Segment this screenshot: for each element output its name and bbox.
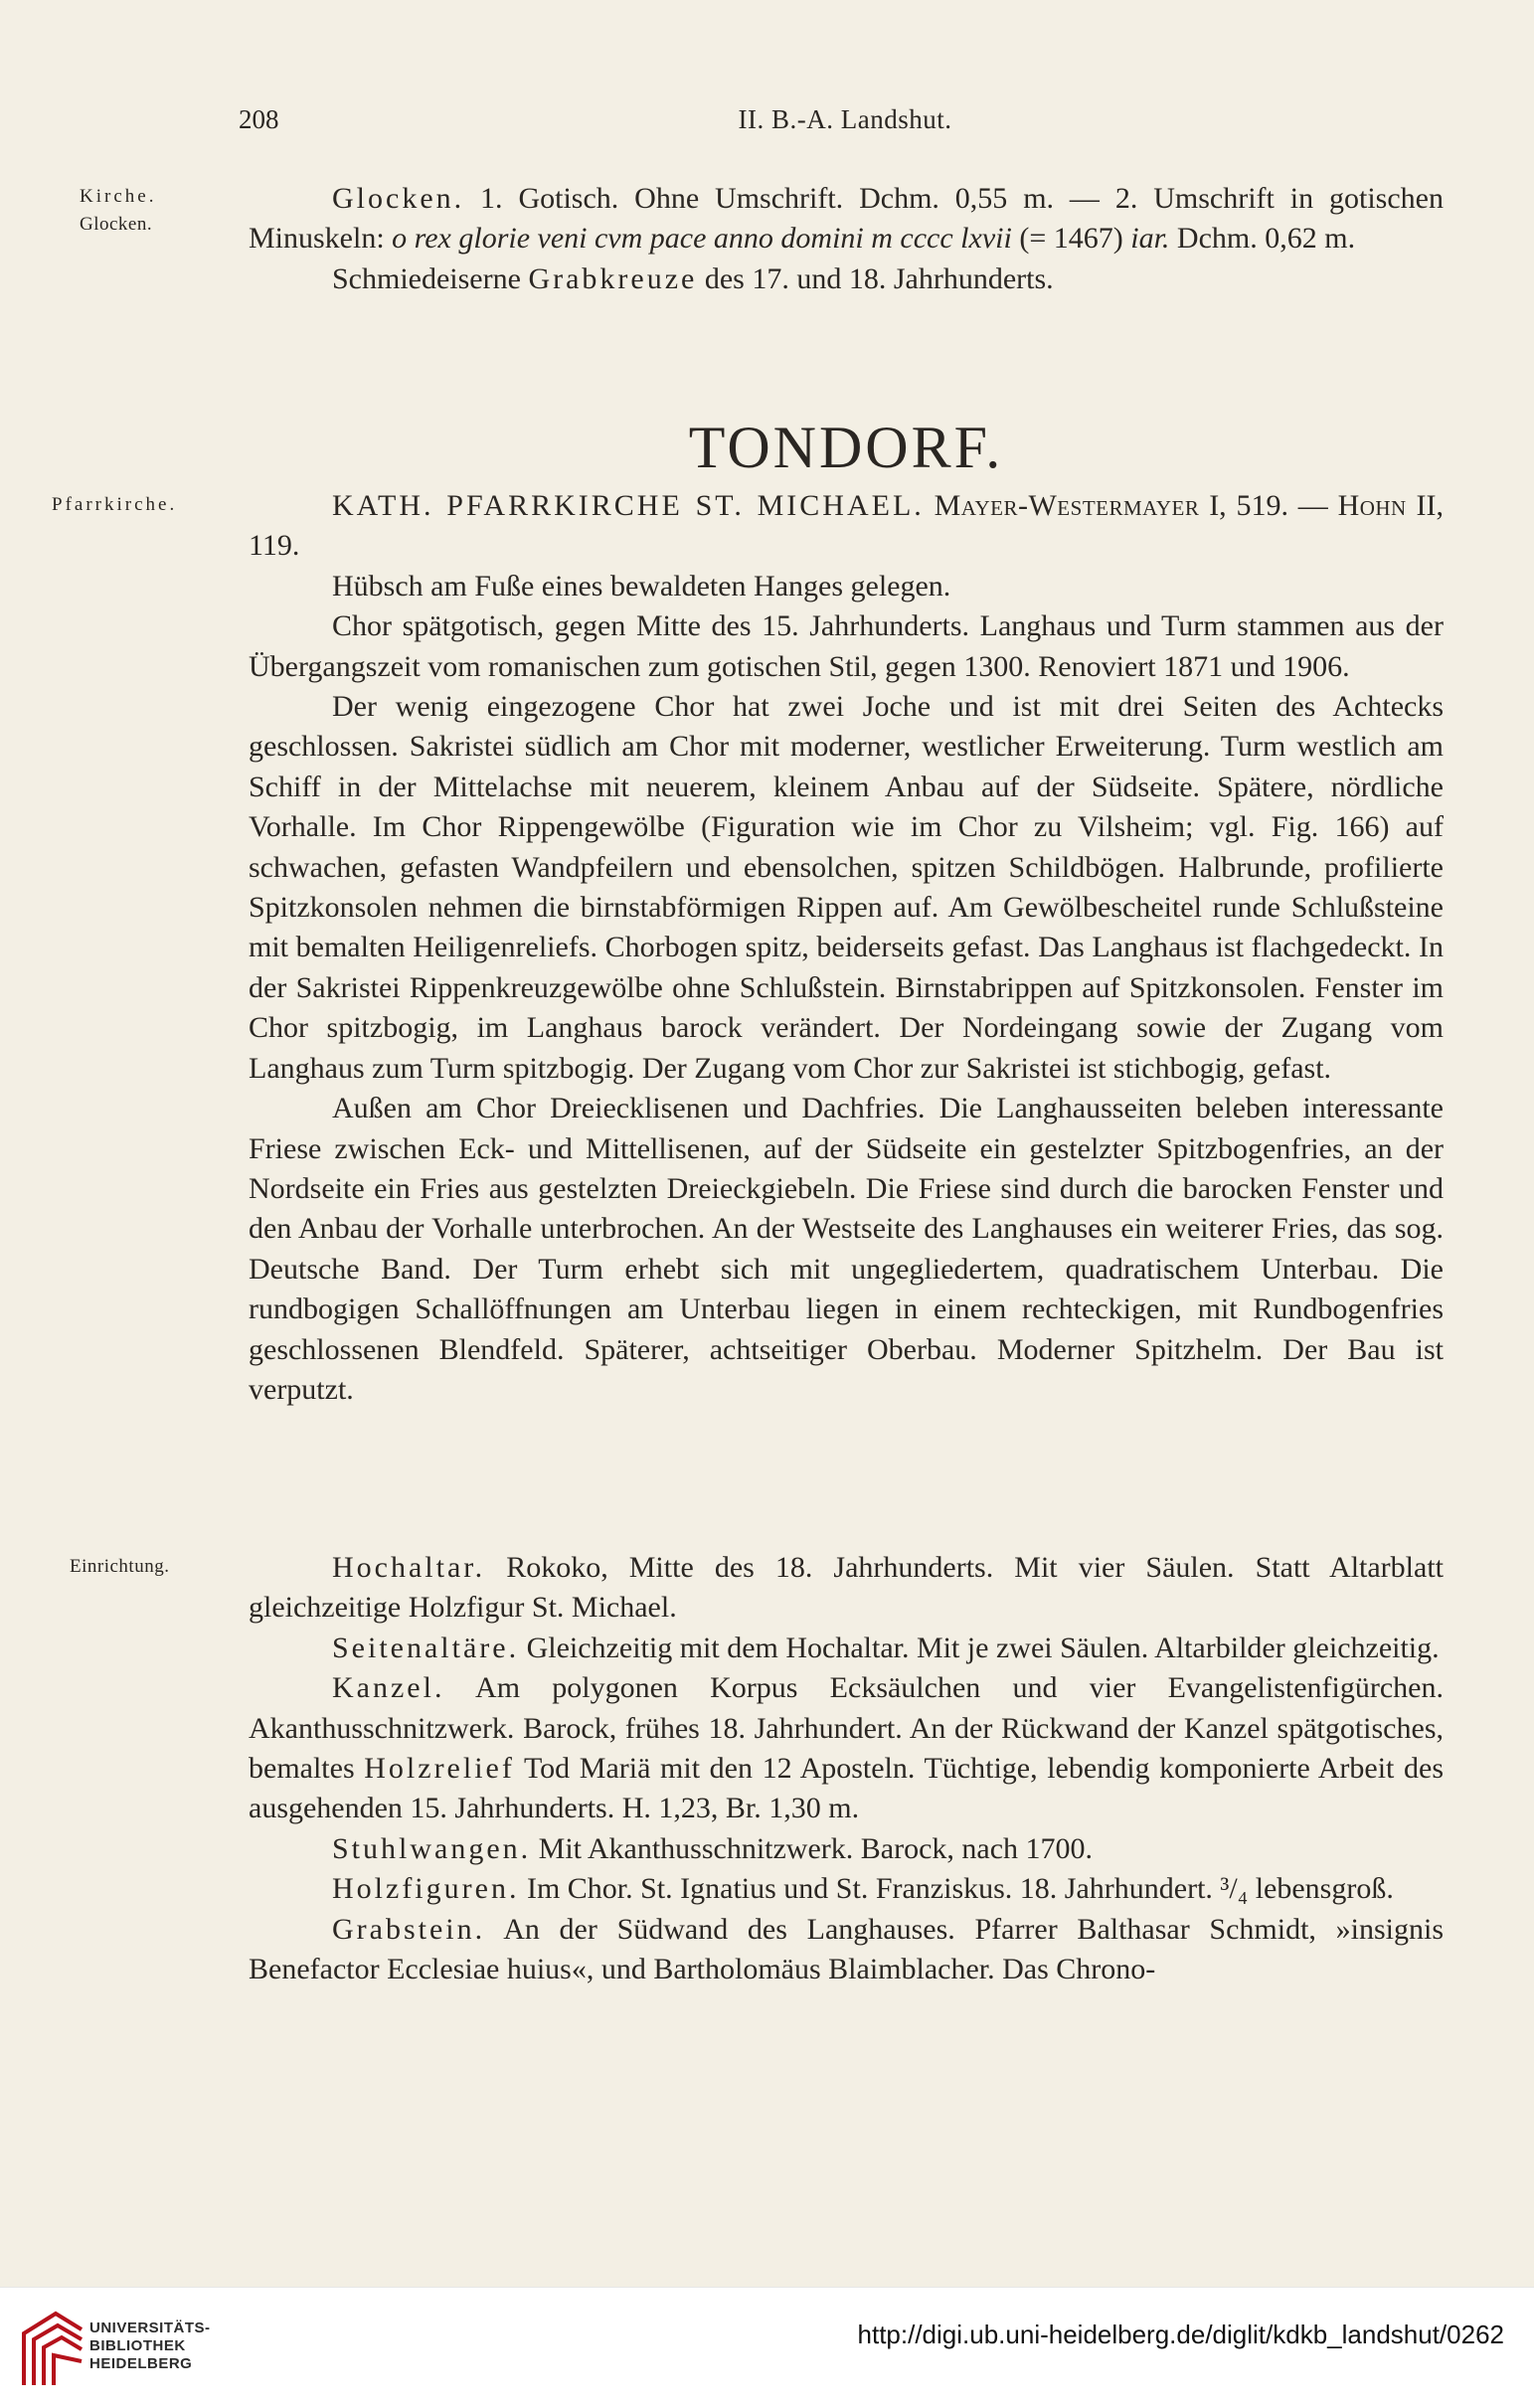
digital-copy-url[interactable]: http://digi.ub.uni-heidelberg.de/diglit/kdkb_landshut/0262 <box>857 2320 1504 2349</box>
holzfiguren-text: Im Chor. St. Ignatius und St. Franziskus. 18. Jahrhundert. ³/₄ lebensgroß. <box>519 1872 1394 1906</box>
paragraph-grabkreuze <box>249 259 1444 299</box>
term-holzrelief: Holzrelief <box>364 1752 515 1786</box>
page-number: 208 <box>239 104 279 134</box>
seitenaltaere-text: Gleichzeitig mit dem Hochaltar. Mit je zwei Säulen. Altarbilder gleichzeitig. <box>519 1631 1440 1664</box>
term-grabkreuze: Grabkreuze <box>528 261 698 295</box>
paragraph-aussen: Außen am Chor Dreiecklisenen und Dachfries. Die Langhausseiten beleben interessante Friese zwischen Eck- und Mittellisenen, auf der Südseite ein gestelzter Spitzbogenfries, an der Nordseite ein Fries aus gestelzten Dreieckgiebeln. Die Friese sind durch die barocken Fenster und den Anbau der Vorhalle unterbrochen. An der Westseite des Langhauses ein weiterer Fries, das sog. Deutsche Band. Der Turm erhebt sich mit ungegliedertem, quadratischem Unterbau. Die rundbogigen Schallöffnungen am Unterbau liegen in einem rechteckigen, mit Rundbogenfries geschlossenen Blendfeld. Späterer, achtseitiger Oberbau. Moderner Spitzhelm. Der Bau ist verputzt. <box>249 1092 1444 1406</box>
margin-note-kirche-text: Kirche. <box>80 186 157 207</box>
stuhlwangen-text: Mit Akanthusschnitzwerk. Barock, nach 1700. <box>531 1831 1094 1865</box>
university-library-logo-icon <box>16 2306 91 2393</box>
paragraph-holzfiguren <box>249 1869 1444 1909</box>
paragraph-lage: Hübsch am Fuße eines bewaldeten Hanges gelegen. <box>332 569 951 602</box>
grabstein-text: An der Südwand des Langhauses. Pfarrer Balthasar Schmidt, »insignis Benefactor Ecclesiae huius«, und Bartholomäus Blaimblacher. Das Chrono- <box>249 1912 1444 1986</box>
section-einrichtung <box>249 1548 1444 1989</box>
glocken-text-b: (= 1467) <box>1011 222 1131 256</box>
term-holzfiguren: Holzfiguren. <box>332 1872 520 1906</box>
kanzel-text-a: Am polygonen Korpus Ecksäulchen und vier Evangelistenfigürchen. Akanthusschnitzwerk. Barock, frühes 18. Jahrhundert. An der Rückwand der Kanzel spätgotisches, bemaltes <box>249 1671 1444 1786</box>
term-stuhlwangen: Stuhlwangen. <box>332 1831 532 1865</box>
glocken-iar: iar. <box>1130 222 1170 256</box>
term-kanzel: Kanzel. <box>332 1671 445 1705</box>
glocken-text-c: Dchm. 0,62 m. <box>1169 222 1356 256</box>
paragraph-stuhlwangen <box>249 1829 1444 1869</box>
library-name <box>89 2320 211 2373</box>
glocken-text-a: 1. Gotisch. Ohne Umschrift. Dchm. 0,55 m. — 2. Umschrift in gotischen Minuskeln: <box>249 182 1444 256</box>
paragraph-heading <box>249 486 1444 567</box>
reference-mayer-rest: I, 519. — <box>1199 489 1338 522</box>
margin-note-glocken <box>80 213 239 237</box>
kanzel-text-b: Tod Mariä mit den 12 Aposteln. Tüchtige, lebendig komponierte Arbeit des ausgehenden 15. Jahrhunderts. H. 1,23, Br. 1,30 m. <box>249 1752 1444 1825</box>
term-glocken: Glocken. <box>332 182 465 215</box>
place-title: TONDORF. <box>688 415 1004 480</box>
grabkreuze-text-a: Schmiedeiserne <box>332 261 529 295</box>
glocken-inscription: o rex glorie veni cvm pace anno domini m cccc lxvii <box>392 222 1012 256</box>
church-heading: KATH. PFARRKIRCHE ST. MICHAEL. <box>332 489 925 522</box>
margin-note-einrichtung <box>70 1555 229 1579</box>
hochaltar-text: Rokoko, Mitte des 18. Jahrhunderts. Mit vier Säulen. Statt Altarblatt gleichzeitige Holzfigur St. Michael. <box>249 1551 1444 1625</box>
running-head: II. B.-A. Landshut. <box>738 104 952 134</box>
library-name-line3: HEIDELBERG <box>89 2355 193 2372</box>
paragraph-seitenaltaere <box>249 1629 1444 1668</box>
reference-hohn-rest: II, 119. <box>249 489 1445 563</box>
library-name-line2: BIBLIOTHEK <box>89 2337 186 2354</box>
paragraph-baugeschichte: Chor spätgotisch, gegen Mitte des 15. Jahrhunderts. Langhaus und Turm stammen aus der Übergangszeit vom romanischen zum gotischen Stil, gegen 1300. Renoviert 1871 und 1906. <box>249 609 1444 683</box>
margin-note-pfarrkirche-text: Pfarrkirche. <box>52 494 178 515</box>
section-kirche <box>249 179 1444 299</box>
paragraph-kanzel <box>249 1668 1444 1829</box>
term-seitenaltaere: Seitenaltäre. <box>332 1631 520 1664</box>
reference-mayer: Mayer-Westermayer <box>934 489 1200 522</box>
margin-note-einrichtung-text: Einrichtung. <box>70 1556 170 1577</box>
grabkreuze-text-b: des 17. und 18. Jahrhunderts. <box>697 261 1054 295</box>
reference-hohn: Hohn <box>1337 489 1407 522</box>
term-hochaltar: Hochaltar. <box>332 1551 486 1584</box>
section-pfarrkirche <box>249 486 1444 1410</box>
footer-bar <box>0 2287 1534 2408</box>
margin-note-pfarrkirche <box>52 493 211 517</box>
margin-note-glocken-text: Glocken. <box>80 214 153 235</box>
paragraph-glocken <box>249 179 1444 259</box>
library-name-line1: UNIVERSITÄTS- <box>89 2320 211 2336</box>
term-grabstein: Grabstein. <box>332 1912 486 1946</box>
paragraph-grabstein <box>249 1910 1444 1990</box>
paragraph-innenraum: Der wenig eingezogene Chor hat zwei Joche und ist mit drei Seiten des Achtecks geschlossen. Sakristei südlich am Chor mit moderner, westlicher Erweiterung. Turm westlich am Schiff in der Mittelachse mit neuerem, kleinem Anbau auf der Südseite. Spätere, nördliche Vorhalle. Im Chor Rippengewölbe (Figuration wie im Chor zu Vilsheim; vgl. Fig. 166) auf schwachen, gefasten Wandpfeilern und ebensolchen, spitzen Schildbögen. Halbrunde, profilierte Spitzkonsolen nehmen die birnstabförmigen Rippen auf. Am Gewölbescheitel runde Schlußsteine mit bemalten Heiligenreliefs. Chorbogen spitz, beiderseits gefast. Das Langhaus ist flachgedeckt. In der Sakristei Rippenkreuzgewölbe ohne Schlußstein. Birnstabrippen auf Spitzkonsolen. Fenster im Chor spitzbogig, im Langhaus barock verändert. Der Nordeingang sowie der Zugang vom Langhaus zum Turm spitzbogig. Der Zugang vom Chor zur Sakristei ist stichbogig, gefast. <box>249 690 1444 1085</box>
paragraph-hochaltar <box>249 1548 1444 1629</box>
margin-note-kirche <box>80 185 239 209</box>
page-header <box>239 104 1451 144</box>
